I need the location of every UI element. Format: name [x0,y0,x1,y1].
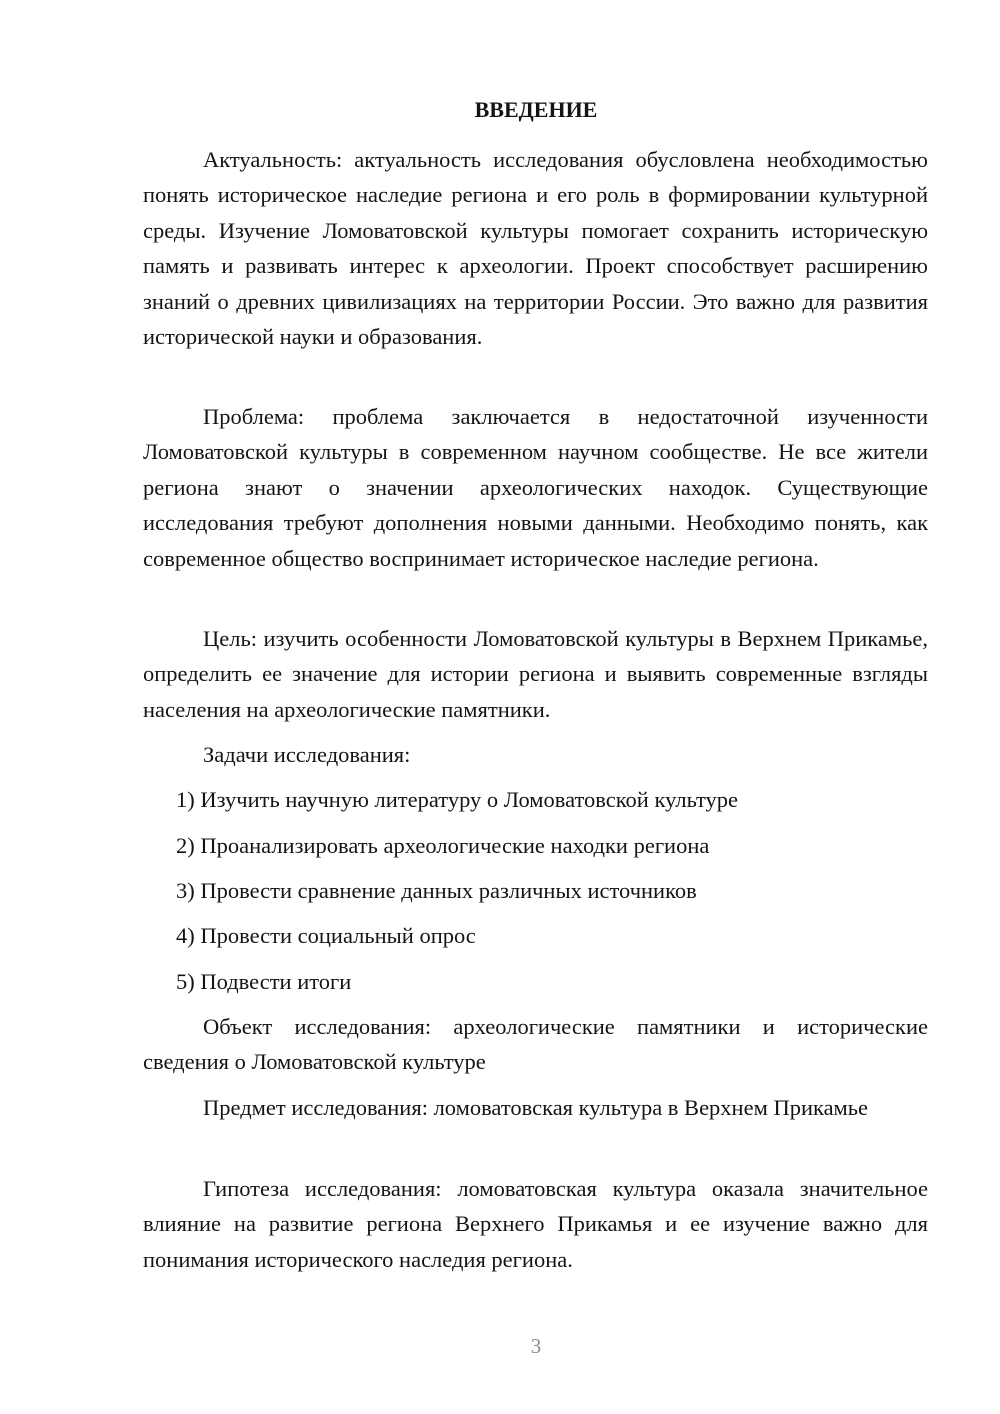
goal-paragraph: Цель: изучить особенности Ломоватовской культуры в Верхнем Прикамье, определить ее значение для истории региона и выявить современные взгляды населения на археологические памятники. [143,626,928,722]
task-item-1: 1) Изучить научную литературу о Ломоватовской культуре [176,787,739,812]
object-paragraph: Объект исследования: археологические памятники и исторические сведения о Ломоватовской культуре [143,1014,928,1075]
hypothesis-paragraph: Гипотеза исследования: ломоватовская культура оказала значительное влияние на развитие региона Верхнего Прикамья и ее изучение важно для понимания исторического наследия региона. [143,1176,928,1272]
task-item-5: 5) Подвести итоги [176,969,352,994]
task-item-2: 2) Проанализировать археологические находки региона [176,833,710,858]
tasks-heading: Задачи исследования: [203,742,411,767]
subject-paragraph: Предмет исследования: ломоватовская культура в Верхнем Прикамье [203,1095,869,1120]
problem-paragraph: Проблема: проблема заключается в недостаточной изученности Ломоватовской культуры в современном научном сообществе. Не все жители региона знают о значении археологических находок. Существующие исследования требуют дополнения новыми данными. Необходимо понять, как современное общество воспринимает историческое наследие региона. [143,404,928,571]
relevance-paragraph: Актуальность: актуальность исследования обусловлена необходимостью понять историческое наследие региона и его роль в формировании культурной среды. Изучение Ломоватовской культуры помогает сохранить историческую память и развивать интерес к археологии. Проект способствует расширению знаний о древних цивилизациях на территории России. Это важно для развития исторической науки и образования. [143,147,928,350]
page-number: 3 [530,1334,542,1358]
task-item-3: 3) Провести сравнение данных различных источников [176,878,697,903]
task-item-4: 4) Провести социальный опрос [176,923,476,948]
page-title: ВВЕДЕНИЕ [474,97,598,122]
